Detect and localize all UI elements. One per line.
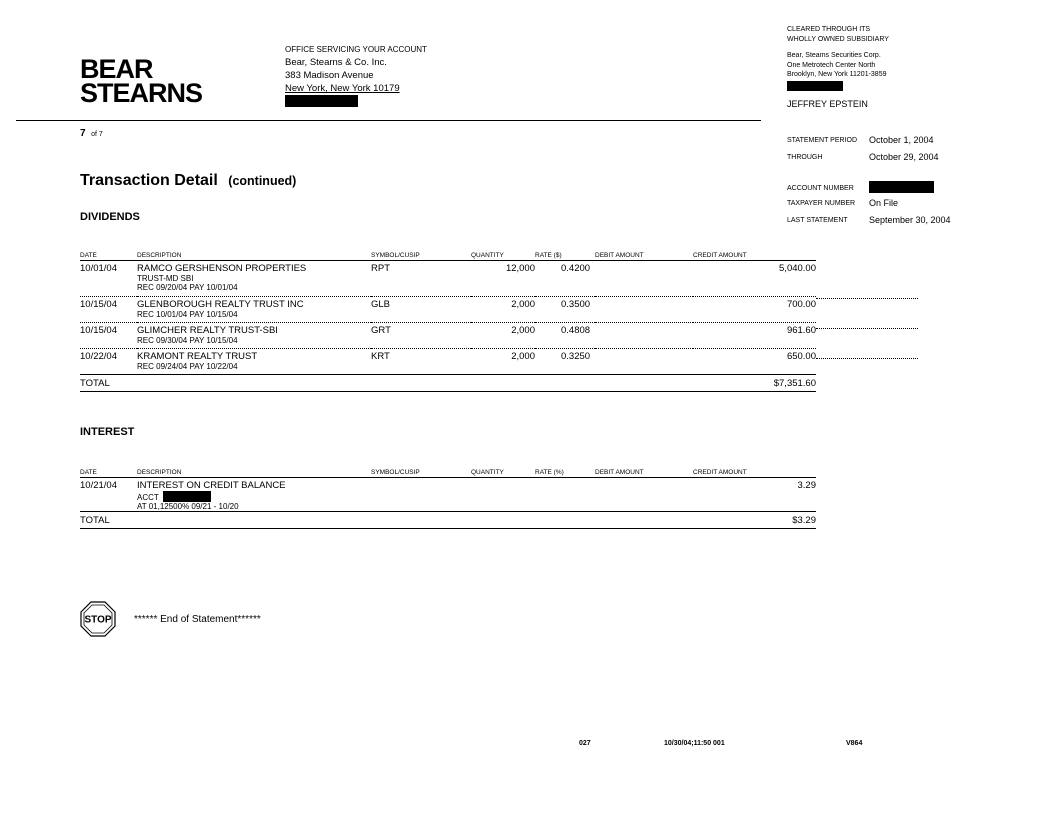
footer-code-1: 027	[579, 740, 591, 747]
footer-code-2: V864	[846, 740, 863, 747]
col-rate: RATE (%)	[535, 467, 595, 478]
col-debit: DEBIT AMOUNT	[595, 250, 693, 261]
interest-total-row	[80, 512, 816, 529]
col-description: DESCRIPTION	[137, 467, 371, 478]
last-statement-label: LAST STATEMENT	[787, 217, 848, 224]
row-debit	[595, 297, 693, 323]
row-description: GLIMCHER REALTY TRUST-SBI REC 09/30/04 PAY 10/15/04	[137, 323, 371, 349]
cleared-line-1: CLEARED THROUGH ITS	[787, 26, 871, 33]
row-date: 10/15/04	[80, 297, 137, 323]
row-debit	[595, 261, 693, 297]
col-credit: CREDIT AMOUNT	[693, 467, 816, 478]
col-description: DESCRIPTION	[137, 250, 371, 261]
bear-stearns-logo	[80, 54, 203, 108]
row-quantity: 2,000	[471, 297, 535, 323]
row-debit	[595, 349, 693, 375]
title-sub: (continued)	[228, 174, 297, 188]
interest-header-row	[80, 467, 816, 478]
row-quantity: 12,000	[471, 261, 535, 297]
col-quantity: QUANTITY	[471, 250, 535, 261]
row-date: 10/01/04	[80, 261, 137, 297]
row-rate: 0.3500	[535, 297, 595, 323]
table-row	[80, 478, 816, 512]
row-credit: 700.00	[693, 297, 816, 323]
total-label: TOTAL	[80, 375, 693, 392]
stop-sign-icon	[80, 601, 116, 637]
dividends-header-row	[80, 250, 816, 261]
total-value: $3.29	[693, 512, 816, 529]
row-separator	[816, 358, 918, 359]
row-rate: 0.3250	[535, 349, 595, 375]
office-street: 383 Madison Avenue	[285, 70, 374, 81]
row-symbol: RPT	[371, 261, 471, 297]
dividends-heading: DIVIDENDS	[80, 211, 140, 223]
row-date: 10/22/04	[80, 349, 137, 375]
interest-table	[80, 467, 816, 529]
row-credit: 650.00	[693, 349, 816, 375]
taxpayer-value: On File	[869, 198, 899, 208]
col-debit: DEBIT AMOUNT	[595, 467, 693, 478]
acct-redaction	[163, 491, 211, 502]
page-current: 7	[80, 128, 86, 139]
row-separator	[816, 328, 918, 329]
row-description: GLENBOROUGH REALTY TRUST INC REC 10/01/04 PAY 10/15/04	[137, 297, 371, 323]
account-label: ACCOUNT NUMBER	[787, 185, 854, 192]
col-date: DATE	[80, 250, 137, 261]
dividends-table	[80, 250, 816, 392]
table-row	[80, 297, 816, 323]
col-credit: CREDIT AMOUNT	[693, 250, 816, 261]
cleared-street: One Metrotech Center North	[787, 61, 876, 69]
office-name: Bear, Stearns & Co. Inc.	[285, 57, 387, 68]
through-label: THROUGH	[787, 154, 823, 161]
footer-timestamp: 10/30/04;11:50 001	[664, 740, 725, 747]
office-label: OFFICE SERVICING YOUR ACCOUNT	[285, 45, 427, 54]
row-rate	[535, 478, 595, 512]
row-date: 10/15/04	[80, 323, 137, 349]
col-date: DATE	[80, 467, 137, 478]
total-label: TOTAL	[80, 512, 693, 529]
row-credit: 961.60	[693, 323, 816, 349]
row-credit: 5,040.00	[693, 261, 816, 297]
table-row	[80, 323, 816, 349]
office-address	[285, 43, 427, 111]
cleared-corp: Bear, Steams Securities Corp.	[787, 52, 881, 59]
row-symbol: GRT	[371, 323, 471, 349]
row-quantity	[471, 478, 535, 512]
row-debit	[595, 478, 693, 512]
period-label: STATEMENT PERIOD	[787, 137, 858, 144]
redaction-bar	[285, 95, 358, 107]
through-value: October 29, 2004	[869, 152, 939, 162]
row-date: 10/21/04	[80, 478, 137, 512]
cleared-line-2: WHOLLY OWNED SUBSIDIARY	[787, 35, 889, 43]
interest-heading: INTEREST	[80, 426, 135, 438]
stop-label: STOP	[84, 614, 112, 626]
row-symbol	[371, 478, 471, 512]
col-rate: RATE ($)	[535, 250, 595, 261]
dividends-total-row	[80, 375, 816, 392]
header-divider	[16, 120, 761, 121]
table-row	[80, 349, 816, 375]
row-quantity: 2,000	[471, 349, 535, 375]
row-rate: 0.4200	[535, 261, 595, 297]
page-number	[80, 128, 103, 139]
row-description: KRAMONT REALTY TRUST REC 09/24/04 PAY 10/22/04	[137, 349, 371, 375]
account-redaction	[869, 181, 934, 193]
row-rate: 0.4808	[535, 323, 595, 349]
row-debit	[595, 323, 693, 349]
row-description: RAMCO GERSHENSON PROPERTIES TRUST-MD SBI REC 09/20/04 PAY 10/01/04	[137, 261, 371, 297]
row-credit: 3.29	[693, 478, 816, 512]
redaction-bar	[787, 81, 843, 91]
table-row	[80, 261, 816, 297]
last-statement-value: September 30, 2004	[869, 215, 951, 225]
row-symbol: KRT	[371, 349, 471, 375]
logo-line-1: BEAR	[80, 54, 153, 84]
row-description: INTEREST ON CREDIT BALANCE ACCT AT 01,12500% 09/21 - 10/20	[137, 478, 371, 512]
page-title	[80, 172, 296, 190]
taxpayer-label: TAXPAYER NUMBER	[787, 200, 856, 207]
col-symbol: SYMBOL/CUSIP	[371, 250, 471, 261]
total-value: $7,351.60	[693, 375, 816, 392]
office-city: New York, New York 10179	[285, 83, 400, 94]
period-value: October 1, 2004	[869, 135, 934, 145]
end-of-statement: ****** End of Statement******	[134, 614, 261, 625]
client-name: JEFFREY EPSTEIN	[787, 99, 868, 109]
row-separator	[816, 298, 918, 299]
row-quantity: 2,000	[471, 323, 535, 349]
col-symbol: SYMBOL/CUSIP	[371, 467, 471, 478]
row-symbol: GLB	[371, 297, 471, 323]
page-total: of 7	[91, 131, 103, 138]
title-main: Transaction Detail	[80, 172, 218, 189]
cleared-through-block	[787, 25, 889, 110]
cleared-city: Brooklyn, New York 11201-3859	[787, 71, 887, 78]
logo-line-2: STEARNS	[80, 78, 203, 108]
col-quantity: QUANTITY	[471, 467, 535, 478]
